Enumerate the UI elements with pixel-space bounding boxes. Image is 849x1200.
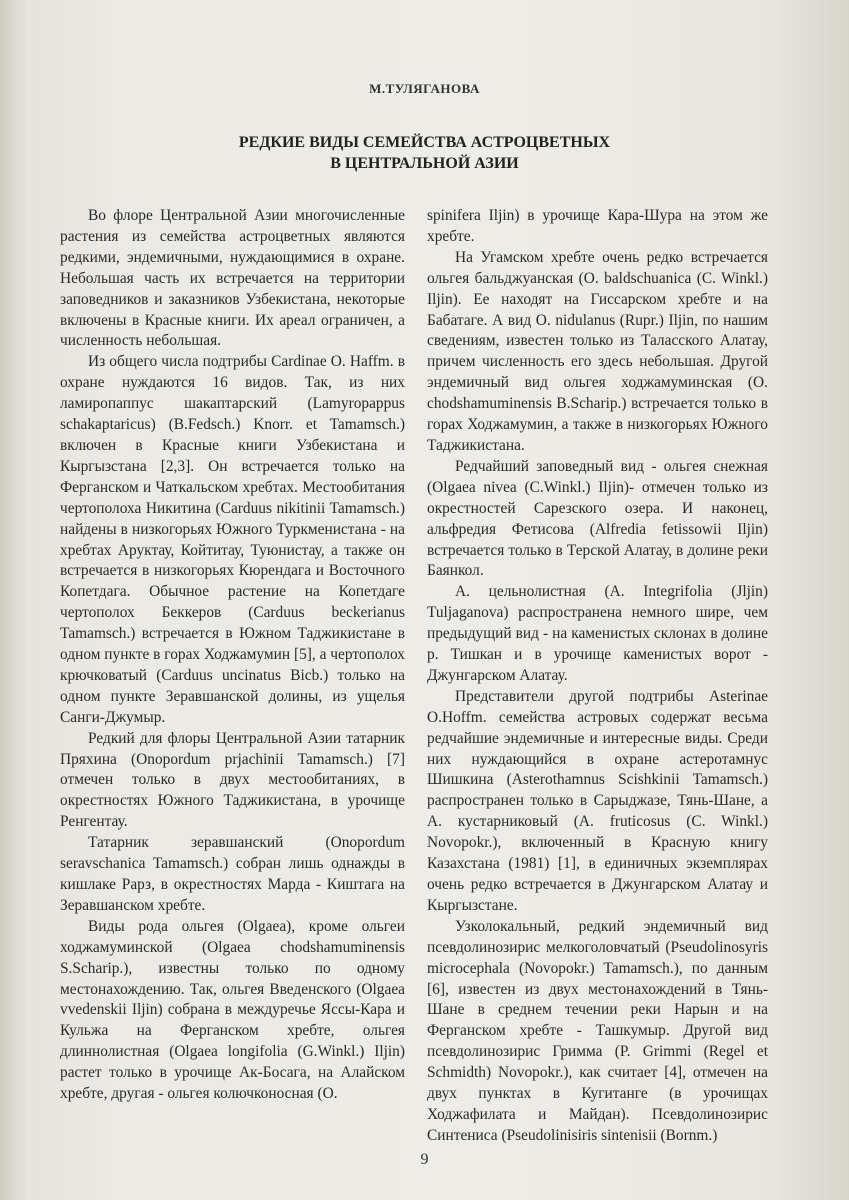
paragraph: Узколокальный, редкий эндемичный вид псевдолинозирис мелкоголовчатый (Pseudolinosyris microcephala (Novopokr.) Tamamsch.), по данным [6], известен из двух местонахождений в Тянь-Шане в среднем течении реки Нарын и на Ферганском хребте - Ташкумыр. Другой вид псевдолинозирис Гримма (P. Grimmi (Regel et Schmidth) Novopokr.), как считает [4], отмечен на двух пунктах в Кугитанге (в урочищах Ходжафилата и Майдан). Псевдолинозирис Синтениса (Pseudolinisiris sintenisii (Bornm.) <box>427 917 768 1144</box>
page-number: 9 <box>420 1151 429 1168</box>
paragraph: Из общего числа подтрибы Cardinae O. Haffm. в охране нуждаются 16 видов. Так, из них ламиропаппус шакаптарский (Lamyropappus schakaptaricus) (B.Fedsch.) Knorr. et Tamamsch.) включен в Красные книги Узбекистана и Кыргызстана [2,3]. Он встречается только на Ферганском и Чаткальском хребтах. Местообитания чертополоха Никитина (Carduus nikitinii Tamamsch.) найдены в низкогорьях Южного Туркменистана - на хребтах Аруктау, Койтитау, Туюнистау, а также он встречается в низкогорьях Кюрендага и Восточного Копетдага. Обычное растение на Копетдаге чертополох Беккеров (Carduus beckerianus Tamamsch.) встречается в Южном Таджикистане в одном пункте в горах Ходжамумин [5], а чертополох крючковатый (Carduus uncinatus Bicb.) только на одном пункте Зеравшанской долины, из ущелья Санги-Джумыр. <box>60 353 405 726</box>
paragraph: На Угамском хребте очень редко встречается ольгея бальджуанская (O. baldschuanica (C. Winkl.) Iljin). Ее находят на Гиссарском хребте и на Бабатаге. А вид O. nidulanus (Rupr.) Iljin, по нашим сведениям, известен только из Таласского Алатау, причем численность его здесь небольшая. Другой эндемичный вид ольгея ходжамуминская (O. chodshamuminensis B.Scharip.) встречается только в горах Ходжамумин, а также в низкогорьях Южного Таджикистана. <box>427 248 768 454</box>
left-column <box>60 206 405 1105</box>
paragraph-continued: spinifera Iljin) в урочище Кара-Шура на этом же хребте. <box>427 207 768 245</box>
title-line-1: РЕДКИЕ ВИДЫ СЕМЕЙСТВА АСТРОЦВЕТНЫХ <box>238 134 611 151</box>
article-title <box>0 132 849 174</box>
paragraph: Татарник зеравшанский (Onopordum seravschanica Tamamsch.) собран лишь однажды в кишлаке Рарз, в окрестностях Марда - Киштага на Зеравшанском хребте. <box>60 834 405 914</box>
paragraph: Во флоре Центральной Азии многочисленные растения из семейства астроцветных являются редкими, эндемичными, нуждающимися в охране. Небольшая часть их встречается на территории заповедников и заказников Узбекистана, некоторые включены в Красные книги. Их ареал ограничен, а численность небольшая. <box>60 207 405 350</box>
title-line-2: В ЦЕНТРАЛЬНОЙ АЗИИ <box>330 155 519 172</box>
author-name: М.ТУЛЯГАНОВА <box>369 81 480 96</box>
paragraph: Представители другой подтрибы Asterinae O.Hoffm. семейства астровых содержат весьма редчайшие эндемичные и интересные виды. Среди них нуждающийся в охране астеротамнус Шишкина (Asterothamnus Scishkinii Tamamsch.) распространен только в Сарыджазе, Тянь-Шане, а А. кустарниковый (A. fruticosus (C. Winkl.) Novopokr.), включенный в Красную книгу Казахстана (1981) [1], в единичных экземплярах очень редко встречается в Джунгарском Алатау и Кыргызстане. <box>427 687 768 914</box>
paragraph: А. цельнолистная (A. Integrifolia (Jljin) Tuljaganova) распространена немного шире, чем предыдущий вид - на каменистых склонах в долине р. Тишкан и в урочище каменистых ворот - Джунгарском Алатау. <box>427 583 768 684</box>
right-column <box>427 206 768 1147</box>
paragraph: Редчайший заповедный вид - ольгея снежная (Olgaea nivea (C.Winkl.) Iljin)- отмечен только из окрестностей Сарезского озера. И наконец, альфредия Фетисова (Alfredia fetissowii Iljin) встречается только в Терской Алатау, в долине реки Баянкол. <box>427 457 768 580</box>
paragraph: Редкий для флоры Центральной Азии татарник Пряхина (Onopordum prjachinii Tamamsch.) [7] отмечен только в двух местообитаниях, в окрестностях Южного Таджикистана, в урочище Ренгентау. <box>60 729 405 831</box>
paragraph: Виды рода ольгея (Olgaea), кроме ольгеи ходжамуминской (Olgaea chodshamuminensis S.Scharip.), известны только по одному местонахождению. Так, ольгея Введенского (Olgaea vvedenskii Iljin) собрана в междуречье Яссы-Кара и Кульжа на Ферганском хребте, ольгея длиннолистная (Olgaea longifolia (G.Winkl.) Iljin) растет только в урочище Ак-Босага, на Алайском хребте, другая - ольгея колючконосная (O. <box>60 917 405 1103</box>
